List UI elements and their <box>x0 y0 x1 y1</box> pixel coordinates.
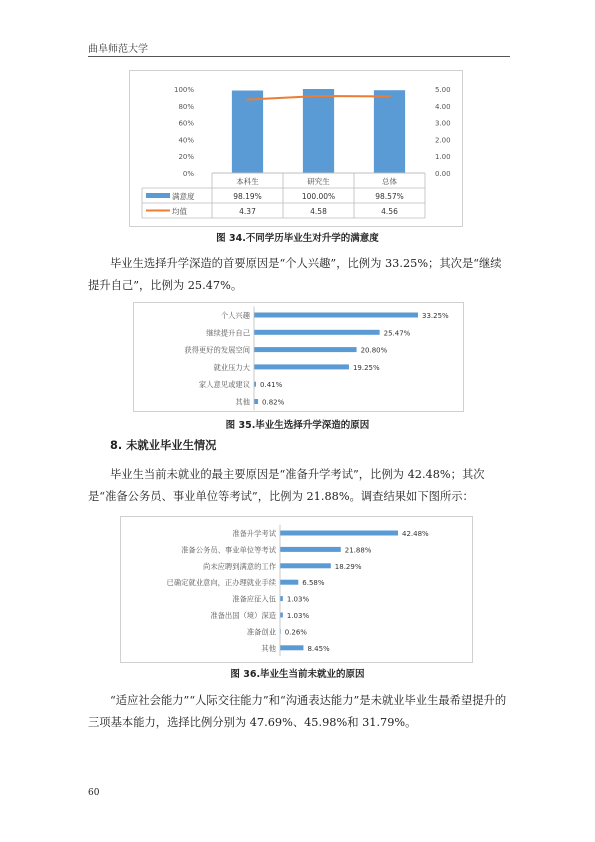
line-mean-point <box>388 95 390 97</box>
figure-36-caption: 图 36.毕业生当前未就业的原因 <box>230 669 365 680</box>
bar <box>280 580 298 585</box>
paragraph-1: 毕业生选择升学深造的首要原因是“个人兴趣”，比例为 33.25%；其次是“继续提升自己”，比例为 25.47%。 <box>88 257 502 292</box>
bar-satisfaction <box>303 89 334 173</box>
category-label: 其他 <box>235 397 250 407</box>
bar <box>254 313 418 318</box>
legend-swatch-satisfaction <box>146 193 170 198</box>
category-label: 获得更好的发展空间 <box>184 345 250 355</box>
bar <box>254 347 357 352</box>
data-label: 1.03% <box>286 595 310 604</box>
x-category-label: 本科生 <box>236 177 259 186</box>
data-label: 21.88% <box>344 546 372 555</box>
data-label: 19.25% <box>352 363 380 372</box>
category-label: 准备出国（境）深造 <box>210 611 276 620</box>
y-left-tick-label: 20% <box>178 153 194 162</box>
page-number: 60 <box>88 788 100 798</box>
y-right-tick-label: 2.00 <box>435 136 451 145</box>
y-left-tick-label: 40% <box>178 136 194 145</box>
data-label: 42.48% <box>402 530 429 538</box>
figure-36-chart <box>120 516 473 663</box>
bar <box>280 547 341 552</box>
figure-35-caption: 图 35.毕业生选择升学深造的原因 <box>225 420 370 431</box>
bar-satisfaction <box>374 90 405 173</box>
x-category-label: 研究生 <box>307 177 330 186</box>
data-label: 25.47% <box>383 329 411 338</box>
category-label: 就业压力大 <box>213 362 250 372</box>
category-label: 尚未应聘到满意的工作 <box>203 561 276 571</box>
category-label: 其他 <box>261 643 276 653</box>
figure-35-chart <box>133 302 464 412</box>
data-label: 1.03% <box>286 612 310 620</box>
legend-label-satisfaction: 满意度 <box>172 192 195 201</box>
category-label: 准备升学考试 <box>232 529 276 538</box>
legend-label-mean: 均值 <box>172 207 187 216</box>
data-label: 0.41% <box>260 381 283 390</box>
data-label: 33.25% <box>422 312 449 320</box>
category-label: 家人意见或建议 <box>198 380 250 390</box>
y-right-tick-label: 4.00 <box>435 102 451 111</box>
data-label-mean: 4.37 <box>239 207 256 216</box>
data-label-mean: 4.56 <box>381 207 398 216</box>
y-right-tick-label: 0.00 <box>435 170 451 178</box>
category-label: 个人兴趣 <box>220 311 250 320</box>
bar <box>254 399 258 404</box>
data-label-satisfaction: 100.00% <box>301 192 336 201</box>
x-category-label: 总体 <box>382 177 397 186</box>
section-8-heading: 8. 未就业毕业生情况 <box>110 439 217 452</box>
category-label: 准备公务员、事业单位等考试 <box>181 545 276 555</box>
line-mean-point <box>317 95 319 97</box>
figure-34-chart <box>129 70 463 227</box>
bar <box>280 613 283 618</box>
data-label: 0.82% <box>262 398 285 407</box>
line-mean-point <box>246 98 248 100</box>
data-label: 0.26% <box>284 628 307 637</box>
y-right-tick-label: 1.00 <box>435 153 451 162</box>
bar <box>254 330 380 335</box>
category-label: 准备应征入伍 <box>232 594 276 604</box>
category-label: 已确定就业意向，正办理就业手续 <box>166 578 276 588</box>
data-label-mean: 4.58 <box>310 207 327 216</box>
running-header: 曲阜师范大学 <box>88 44 148 55</box>
bar <box>280 645 303 650</box>
data-label: 8.45% <box>307 644 330 653</box>
data-label: 6.58% <box>302 579 325 588</box>
bar <box>280 596 283 601</box>
bar <box>280 531 398 536</box>
data-label-satisfaction: 98.19% <box>233 192 262 201</box>
bar <box>280 563 331 568</box>
figure-36-svg <box>121 517 472 662</box>
y-right-tick-label: 3.00 <box>435 119 451 128</box>
y-right-tick-label: 5.00 <box>435 86 451 94</box>
bar <box>254 364 349 369</box>
category-label: 准备创业 <box>246 627 276 637</box>
data-label: 18.29% <box>334 562 362 571</box>
figure-35-svg <box>134 303 463 411</box>
figure-34-caption: 图 34.不同学历毕业生对升学的满意度 <box>216 233 379 244</box>
paragraph-2: 毕业生当前未就业的最主要原因是“准备升学考试”，比例为 42.48%；其次是“准备公务员、事业单位等考试”，比例为 21.88%。调查结果如下图所示： <box>88 468 485 503</box>
bar-satisfaction <box>232 91 263 173</box>
header-rule <box>88 56 510 57</box>
paragraph-3: “适应社会能力”“人际交往能力”和“沟通表达能力”是未就业毕业生最希望提升的三项基本能力，选择比例分别为 47.69%、45.98%和 31.79%。 <box>88 694 507 729</box>
y-left-tick-label: 100% <box>173 86 194 94</box>
data-label: 20.80% <box>360 346 388 355</box>
y-left-tick-label: 80% <box>178 102 194 111</box>
data-label-satisfaction: 98.57% <box>375 192 404 201</box>
category-label: 继续提升自己 <box>206 328 250 338</box>
y-left-tick-label: 60% <box>178 119 194 128</box>
y-left-tick-label: 0% <box>182 170 194 178</box>
figure-34-svg <box>130 71 462 226</box>
